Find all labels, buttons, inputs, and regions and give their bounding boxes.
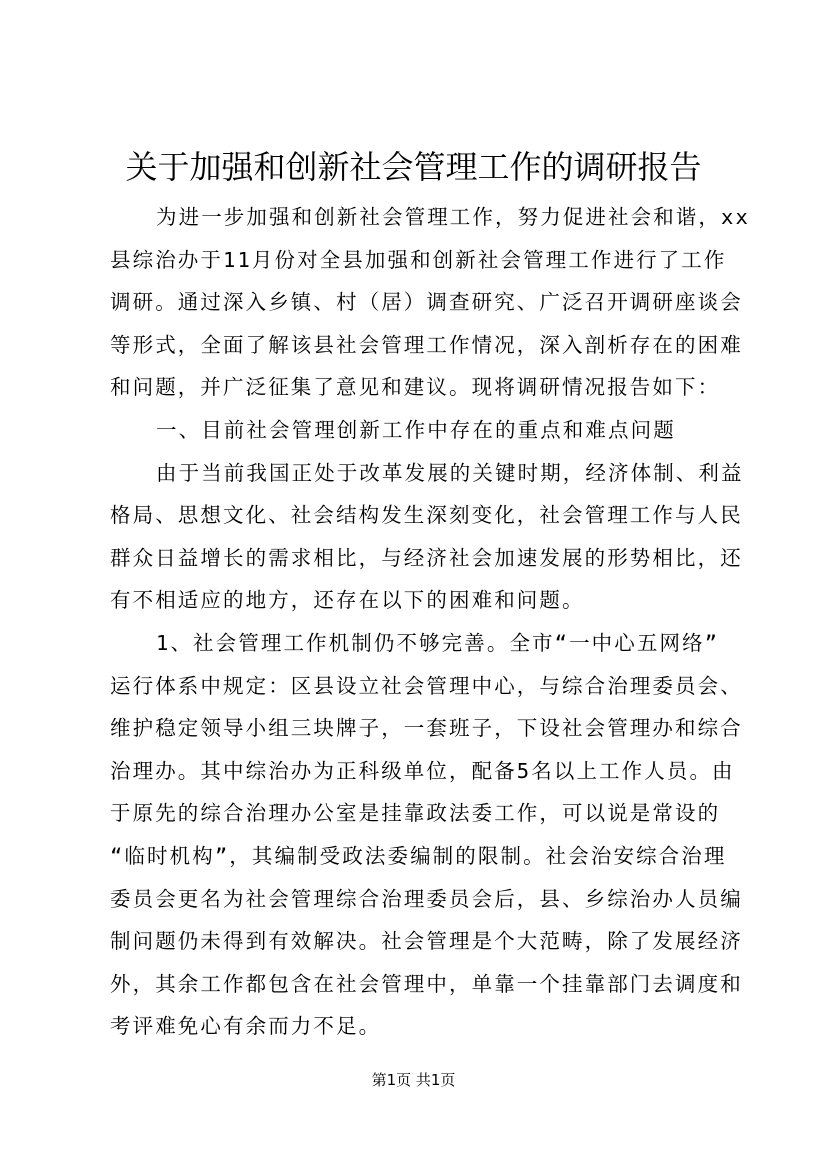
paragraph-line: 和问题，并广泛征集了意见和建议。现将调研情况报告如下：	[110, 375, 721, 400]
paragraph-line: 等形式，全面了解该县社会管理工作情况，深入剖析存在的困难	[110, 332, 743, 357]
paragraph-line: 于原先的综合治理办公室是挂靠政法委工作，可以说是常设的	[110, 801, 721, 826]
paragraph-line: 有不相适应的地方，还存在以下的困难和问题。	[110, 588, 585, 613]
paragraph-line: 调研。通过深入乡镇、村（居）调查研究、广泛召开调研座谈会	[110, 290, 743, 315]
paragraph-line: 外，其余工作都包含在社会管理中，单靠一个挂靠部门去调度和	[110, 971, 743, 996]
document-title: 关于加强和创新社会管理工作的调研报告	[125, 148, 702, 186]
paragraph-line: 维护稳定领导小组三块牌子，一套班子，下设社会管理办和综合	[110, 716, 743, 741]
paragraph-line: 为进一步加强和创新社会管理工作，努力促进社会和谐，xx	[156, 205, 750, 229]
document-body	[110, 196, 750, 1048]
paragraph-line: 由于当前我国正处于改革发展的关键时期，经济体制、利益	[156, 460, 744, 485]
page-footer: 第1页 共1页	[371, 1071, 456, 1089]
paragraph-line: 委员会更名为社会管理综合治理委员会后，县、乡综治办人员编	[110, 886, 743, 911]
paragraph-line: 1、社会管理工作机制仍不够完善。全市“一中心五网络”	[156, 630, 720, 655]
paragraph-line: 格局、思想文化、社会结构发生深刻变化，社会管理工作与人民	[110, 503, 743, 528]
paragraph-line: 制问题仍未得到有效解决。社会管理是个大范畴，除了发展经济	[110, 929, 743, 954]
paragraph-line: 群众日益增长的需求相比，与经济社会加速发展的形势相比，还	[110, 545, 743, 570]
section-heading: 一、目前社会管理创新工作中存在的重点和难点问题	[156, 417, 676, 442]
paragraph-line: 县综治办于11月份对全县加强和创新社会管理工作进行了工作	[110, 247, 727, 272]
paragraph-line: “临时机构”，其编制受政法委编制的限制。社会治安综合治理	[110, 843, 727, 868]
paragraph-line: 运行体系中规定：区县设立社会管理中心，与综合治理委员会、	[110, 673, 743, 698]
paragraph-line: 治理办。其中综治办为正科级单位，配备5名以上工作人员。由	[110, 758, 735, 783]
paragraph-line: 考评难免心有余而力不足。	[110, 1014, 382, 1039]
